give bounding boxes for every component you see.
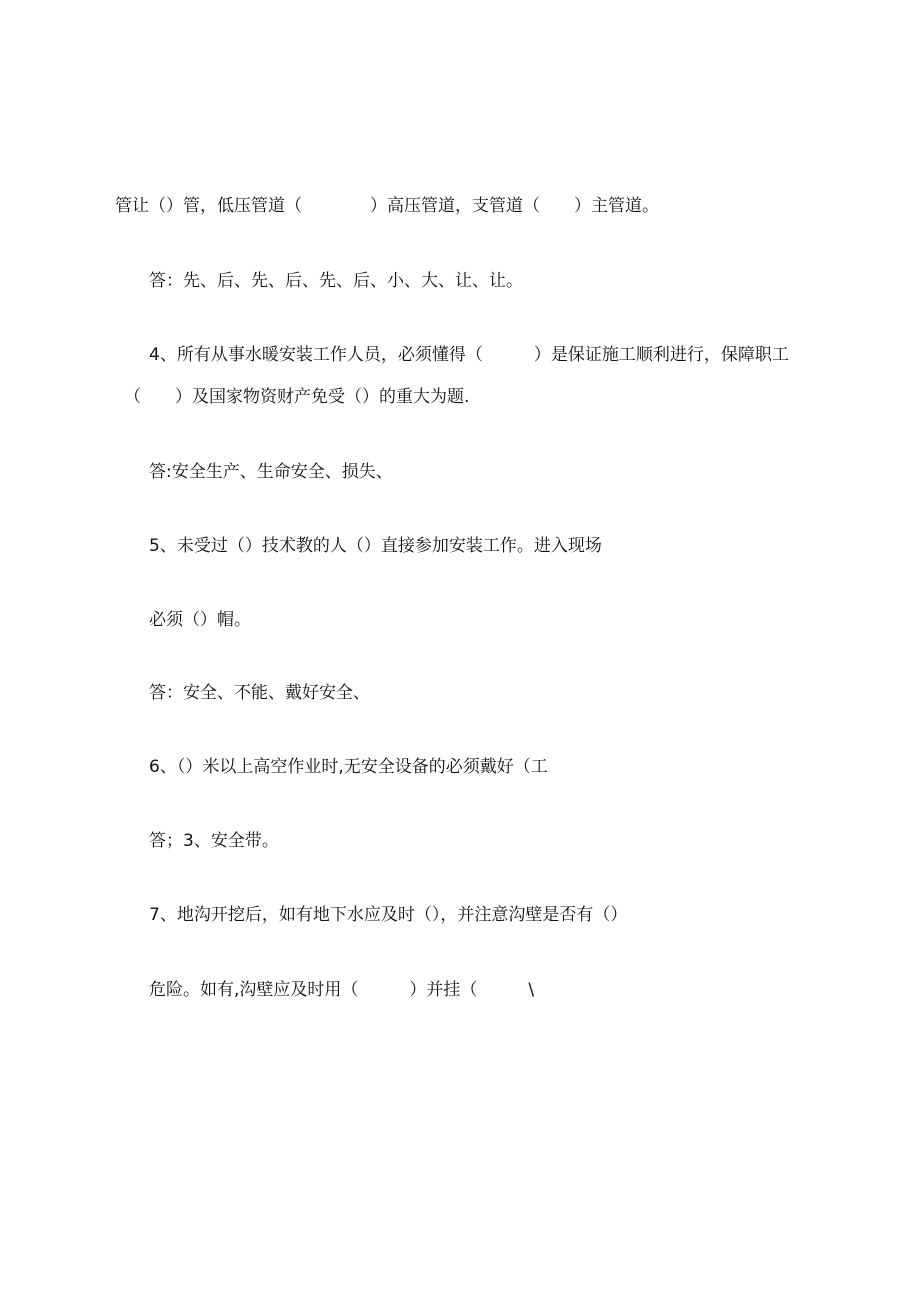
text-line-4: （ ）及国家物资财产免受（）的重大为题. bbox=[124, 387, 470, 407]
text-line-7: 必须（）帽。 bbox=[149, 610, 251, 630]
text-line-9: 6、（）米以上高空作业时,无安全设备的必须戴好（工 bbox=[149, 757, 548, 777]
text-line-5: 答:安全生产、生命安全、损失、 bbox=[149, 462, 393, 482]
text-line-8: 答：安全、不能、戴好安全、 bbox=[149, 683, 370, 703]
text-line-2: 答：先、后、先、后、先、后、小、大、让、让。 bbox=[149, 271, 523, 291]
text-line-1: 管让（）管，低压管道（ ）高压管道，支管道（ ）主管道。 bbox=[115, 196, 659, 216]
text-line-3: 4、所有从事水暖安装工作人员，必须懂得（ ）是保证施工顺利进行，保障职工 bbox=[149, 345, 789, 365]
text-line-11: 7、地沟开挖后，如有地下水应及时（），并注意沟壁是否有（） bbox=[149, 905, 628, 925]
text-line-12: 危险。如有,沟壁应及时用（ ）并挂（ \ bbox=[149, 980, 535, 1000]
text-line-10: 答；3、安全带。 bbox=[149, 831, 279, 851]
text-line-6: 5、未受过（）技术教的人（）直接参加安装工作。进入现场 bbox=[149, 536, 602, 556]
